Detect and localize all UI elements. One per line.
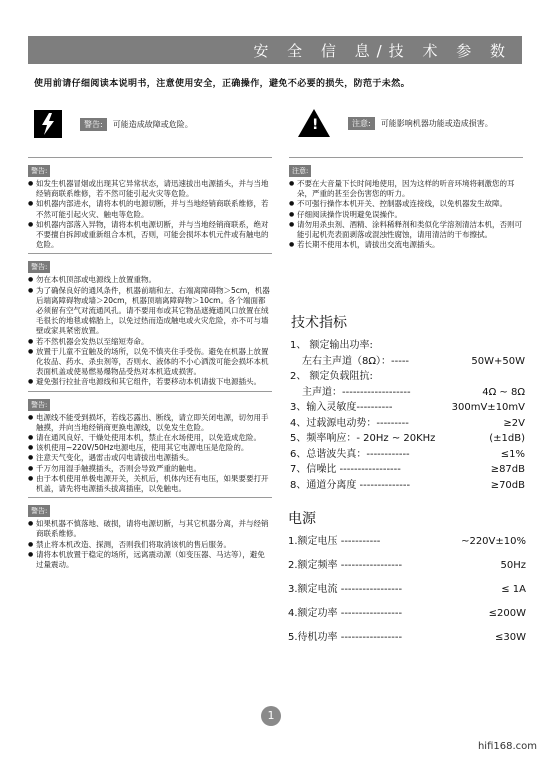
list-item: ● 由于本机使用单极电源开关，关机后，机体内还有电压，如果要要打开机盖，请先将电源插头拔离插座，以免触电。 <box>28 474 272 494</box>
exclamation-icon: ! <box>298 109 330 137</box>
right-column <box>289 157 523 250</box>
list-item: ● 请在通风良好、干燥处使用本机，禁止在水场使用，以免造成危险。 <box>28 433 272 443</box>
power-table <box>288 530 526 650</box>
page-title: 安 全 信 息/技 术 参 数 <box>253 42 512 60</box>
spec-row: 1、 额定输出功率: <box>290 340 373 351</box>
section-label: 警告: <box>28 165 50 177</box>
list-item: ● 该机使用~220V/50Hz电源电压，使用其它电源电压是危险的。 <box>28 443 272 453</box>
list-item: ● 为了确保良好的通风条件，机器前端和左、右端离障碍物＞5cm，机器后端离障碍物或墙＞20cm，机器顶端离障碍物＞10cm。各个端面都必须留有空气对流通风孔。请不要用布或其它物品遮掩通风口放置在绒毛很长的地毯或棉胎上，以免过热而造成触电或火灾危险，亦不可与墙壁或家具紧密放置。 <box>28 286 272 337</box>
spec-row: 主声道：------------------- 4Ω ~ 8Ω <box>302 386 525 398</box>
section-label: 警告: <box>28 505 50 517</box>
caution-list <box>289 179 523 250</box>
warning-symbol-block <box>34 110 193 138</box>
warning-tag-text: 可能造成故障或危险。 <box>112 119 193 129</box>
lightning-icon <box>34 110 62 138</box>
specs-title: 技术指标 <box>291 315 347 331</box>
list-item: ● 不可强行操作本机开关、控制器或连接线，以免机器发生故障。 <box>289 199 523 209</box>
list-item: ● 禁止将本机改造、探测，否则我们将取消该机的售后服务。 <box>28 540 272 550</box>
spec-row: 5、频率响应：- 20Hz ~ 20KHz (±1dB) <box>290 433 525 444</box>
warning-list-4 <box>28 519 272 570</box>
section-label: 警告: <box>28 261 50 273</box>
power-row: 4.额定功率 ----------------- ≤200W <box>288 608 526 619</box>
power-title: 电源 <box>288 511 316 527</box>
spec-row: 左右主声道（8Ω）：----- 50W+50W <box>302 355 525 367</box>
list-item: ● 请勿用杀虫剂、酒精、涂料稀释剂和类似化学溶剂清洁本机，否则可能引起机壳表面剥落或混浊性腐蚀，请用清洁的干布擦拭。 <box>289 220 523 240</box>
caution-symbol-block <box>298 109 493 137</box>
list-item: ● 请将本机放置于稳定的场所，远离震动源（如变压器、马达等），避免过量震动。 <box>28 550 272 570</box>
list-item: ● 仔细阅读操作说明避免误操作。 <box>289 210 523 220</box>
spec-row: 6、总谐波失真：------------ ≤1% <box>290 448 525 460</box>
list-item: ● 如果机器不慎落地、破损，请将电源切断，与其它机器分离，并与经销商联系维修。 <box>28 519 272 539</box>
section-label: 注意: <box>289 165 311 177</box>
caution-tag-text: 可能影响机器功能或造成损害。 <box>380 118 493 128</box>
list-item: ● 注意天气变化，遇雷击或闪电请拔出电源插头。 <box>28 453 272 463</box>
page-number: 1 <box>261 706 281 726</box>
list-item: ● 如机器内部落入异物，请将本机电源切断，并与当地经销商联系，绝对不要擅自拆卸或重新组合本机，否则，可能会损坏本机元件或有触电的危险。 <box>28 220 272 251</box>
spec-row: 4、过载源电动势：--------- ≥2V <box>290 417 525 429</box>
list-item: ● 避免强行拉扯音电源线和其它组件，若要移动本机请拔下电源插头。 <box>28 377 272 387</box>
warning-list-3 <box>28 413 272 495</box>
power-row: 3.额定电流 ----------------- ≤ 1A <box>288 584 526 595</box>
list-item: ● 如机器内部进水，请将本机的电源切断，并与当地经销商联系维修，若不然可能引起火灾、触电等危险。 <box>28 199 272 219</box>
spec-row: 7、信噪比 ----------------- ≥87dB <box>290 464 525 475</box>
header-bar <box>28 36 522 64</box>
list-item: ● 不要在大音量下长时间地使用，因为这样的听音环境将刺激您的耳朵，严重的甚至会伤害您的听力。 <box>289 179 523 199</box>
warning-list-1 <box>28 179 272 250</box>
list-item: ● 千万勿用湿手触摸插头，否则会导致严重的触电。 <box>28 464 272 474</box>
power-row: 5.待机功率 ----------------- ≤30W <box>288 632 526 643</box>
caution-tag: 注意: <box>348 117 375 130</box>
spec-row: 3、输入灵敏度---------- 300mV±10mV <box>290 402 525 413</box>
spec-row: 2、 额定负载阻抗: <box>290 371 373 382</box>
list-item: ● 如发生机器冒烟或出现其它异常状态，请迅速拔出电源插头，并与当地经销商联系维修，若不然可能引起火灾等危险。 <box>28 179 272 199</box>
spec-row: 8、通道分离度 -------------- ≥70dB <box>290 479 525 491</box>
left-column <box>28 157 272 570</box>
specs-table <box>290 338 525 493</box>
list-item: ● 若长期不使用本机，请拔出交流电源插头。 <box>289 240 523 250</box>
list-item: ● 若不然机器会发热以至缩短寿命。 <box>28 337 272 347</box>
intro-text: 使用前请仔细阅读本说明书，注意使用安全，正确操作，避免不必要的损失，防范于未然。 <box>34 79 411 89</box>
list-item: ● 勿在本机顶部或电源线上放置重物。 <box>28 275 272 285</box>
power-row: 2.额定频率 ----------------- 50Hz <box>288 560 526 571</box>
list-item: ● 放置于儿童不宜触及的场所，以免不慎夹住手受伤。避免在机器上放置化妆品、药水、杀虫剂等，否则水、液体的不小心洒泼可能会损坏本机表面机盖或使易燃易爆物品受热对本机造成损害。 <box>28 347 272 378</box>
warning-tag: 警告: <box>80 118 107 131</box>
warning-list-2 <box>28 275 272 387</box>
section-label: 警告: <box>28 399 50 411</box>
list-item: ● 电源线不能受到损坏，若线芯露出、断线，请立即关闭电源，切勿用手触摸，并向当地经销商更换电源线，以免发生危险。 <box>28 413 272 433</box>
power-row: 1.额定电压 ----------- ~220V±10% <box>288 536 526 547</box>
watermark: hifi168.com <box>477 741 537 752</box>
